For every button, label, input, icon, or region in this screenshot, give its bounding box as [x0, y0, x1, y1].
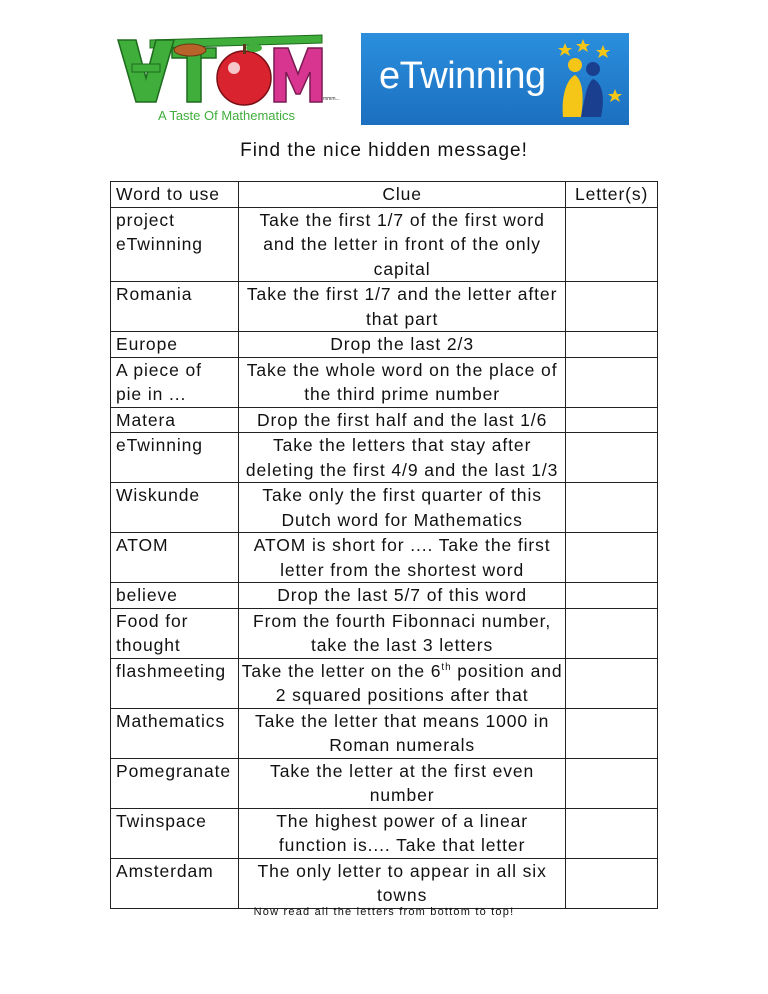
row-word: Amsterdam: [111, 858, 239, 908]
row-clue: From the fourth Fibonnaci number, take the last 3 letters: [238, 608, 565, 658]
row-letters[interactable]: [566, 407, 658, 433]
table-row: [111, 658, 658, 708]
row-word: Romania: [111, 282, 239, 332]
row-clue: The highest power of a linear function is.... Take that letter: [238, 808, 565, 858]
atom-tagline: A Taste Of Mathematics: [158, 108, 296, 123]
puzzle-table: [110, 181, 658, 909]
etwinning-logo: [361, 33, 629, 125]
table-row: [111, 858, 658, 908]
row-letters[interactable]: [566, 433, 658, 483]
row-word: eTwinning: [111, 433, 239, 483]
clue-part: position and 2 squared positions after that: [275, 660, 563, 705]
row-word: Matera: [111, 407, 239, 433]
row-clue: ATOM is short for .... Take the first letter from the shortest word: [238, 533, 565, 583]
table-row: [111, 758, 658, 808]
row-word: project eTwinning: [111, 207, 239, 282]
table-row: [111, 583, 658, 609]
row-letters[interactable]: [566, 282, 658, 332]
table-row: [111, 533, 658, 583]
row-word: ATOM: [111, 533, 239, 583]
page-title: Find the nice hidden message!: [240, 140, 528, 161]
row-letters[interactable]: [566, 858, 658, 908]
table-row: [111, 808, 658, 858]
table-row: [111, 708, 658, 758]
row-letters[interactable]: [566, 708, 658, 758]
row-clue: Drop the last 5/7 of this word: [238, 583, 565, 609]
row-letters[interactable]: [566, 483, 658, 533]
header-letters: Letter(s): [566, 182, 658, 208]
row-clue: [238, 658, 565, 708]
row-letters[interactable]: [566, 608, 658, 658]
row-clue: Drop the first half and the last 1/6: [238, 407, 565, 433]
row-letters[interactable]: [566, 658, 658, 708]
row-word: Pomegranate: [111, 758, 239, 808]
row-clue: The only letter to appear in all six towns: [238, 858, 565, 908]
row-letters[interactable]: [566, 533, 658, 583]
table-row: [111, 433, 658, 483]
row-word: Mathematics: [111, 708, 239, 758]
atom-small-text: mmm...: [323, 96, 340, 102]
row-letters[interactable]: [566, 808, 658, 858]
row-word: believe: [111, 583, 239, 609]
row-letters[interactable]: [566, 207, 658, 282]
footer-instruction: Now read all the letters from bottom to top!: [253, 906, 515, 918]
row-letters[interactable]: [566, 357, 658, 407]
row-letters[interactable]: [566, 583, 658, 609]
row-word: Europe: [111, 332, 239, 358]
row-word: Twinspace: [111, 808, 239, 858]
clue-part: Take the letter on the 6: [241, 660, 442, 681]
row-word: A piece of pie in ...: [111, 357, 239, 407]
atom-logo-graphic: [116, 34, 340, 126]
clue-superscript: th: [441, 661, 452, 673]
row-clue: Drop the last 2/3: [238, 332, 565, 358]
row-clue: Take the first 1/7 of the first word and the letter in front of the only capital: [238, 207, 565, 282]
row-clue: Take the letter at the first even number: [238, 758, 565, 808]
row-clue: Take only the first quarter of this Dutch word for Mathematics: [238, 483, 565, 533]
table-header-row: [111, 182, 658, 208]
etwinning-wordmark: eTwinning: [379, 55, 546, 97]
table-row: [111, 282, 658, 332]
header-word: Word to use: [111, 182, 239, 208]
table-row: [111, 483, 658, 533]
row-word: flashmeeting: [111, 658, 239, 708]
row-clue: Take the letters that stay after deleting the first 4/9 and the last 1/3: [238, 433, 565, 483]
row-clue: Take the letter that means 1000 in Roman numerals: [238, 708, 565, 758]
row-letters[interactable]: [566, 332, 658, 358]
row-clue: Take the first 1/7 and the letter after that part: [238, 282, 565, 332]
table-row: [111, 332, 658, 358]
row-clue: Take the whole word on the place of the third prime number: [238, 357, 565, 407]
atom-logo: [116, 34, 340, 126]
table-row: [111, 608, 658, 658]
table-row: [111, 407, 658, 433]
etwinning-figures-icon: [545, 39, 625, 119]
header-clue: Clue: [238, 182, 565, 208]
table-row: [111, 207, 658, 282]
row-letters[interactable]: [566, 758, 658, 808]
row-word: Wiskunde: [111, 483, 239, 533]
row-word: Food for thought: [111, 608, 239, 658]
table-row: [111, 357, 658, 407]
